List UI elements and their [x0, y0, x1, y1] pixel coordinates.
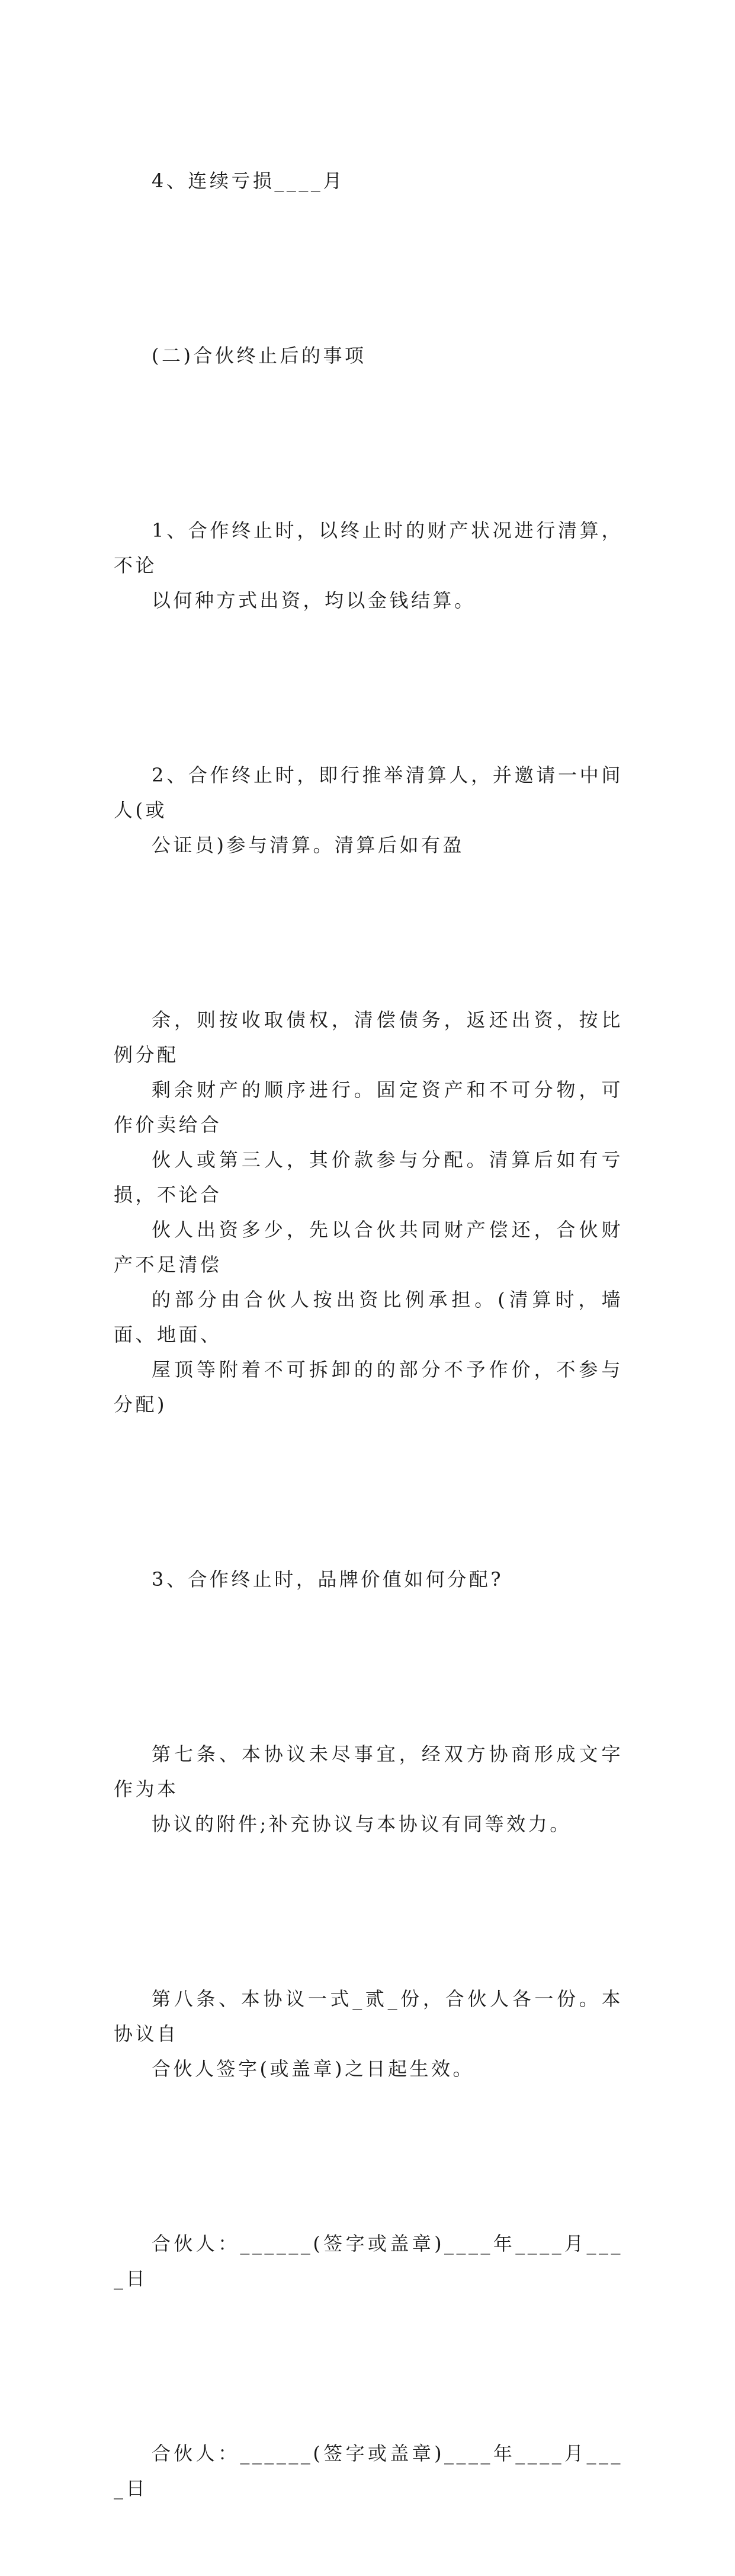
text-line: 合伙人：______(签字或盖章)____年____月____日 [114, 2232, 623, 2290]
text-line: 协议的附件;补充协议与本协议有同等效力。 [152, 1813, 572, 1835]
text-line: (二)合伙终止后的事项 [152, 344, 367, 367]
text-line: 伙人出资多少，先以合伙共同财产偿还，合伙财产不足清偿 [114, 1218, 623, 1276]
text-line: 伙人或第三人，其价款参与分配。清算后如有亏损，不论合 [114, 1148, 623, 1206]
text-line: 2、合作终止时，即行推举清算人，并邀请一中间人(或 [114, 764, 623, 821]
text-line: 合伙人：______(签字或盖章)____年____月____日 [114, 2442, 623, 2500]
text-line: 的部分由合伙人按出资比例承担。(清算时，墙面、地面、 [114, 1288, 623, 1346]
paragraph-article-8 [114, 1912, 623, 2156]
text-line: 公证员)参与清算。清算后如有盈 [152, 834, 464, 856]
section-heading-after-termination [114, 268, 623, 443]
text-line: 余，则按收取债权，清偿债务，返还出资，按比例分配 [114, 1009, 623, 1066]
paragraph-loss-months [114, 94, 623, 268]
signature-line-partner-1 [114, 2156, 623, 2366]
text-line: 3、合作终止时，品牌价值如何分配? [152, 1568, 504, 1591]
text-line: 1、合作终止时，以终止时的财产状况进行清算，不论 [114, 519, 623, 577]
text-line: 第七条、本协议未尽事宜，经双方协商形成文字作为本 [114, 1743, 623, 1800]
paragraph-clause-3 [114, 1492, 623, 1667]
text-line: 第八条、本协议一式_贰_份，合伙人各一份。本协议自 [114, 1988, 623, 2045]
paragraph-article-7 [114, 1667, 623, 1912]
text-line: 4、连续亏损____月 [152, 169, 345, 192]
text-line: 屋顶等附着不可拆卸的的部分不予作价，不参与分配) [114, 1358, 623, 1416]
text-line: 合伙人签字(或盖章)之日起生效。 [152, 2057, 474, 2080]
text-line: 以何种方式出资，均以金钱结算。 [152, 589, 476, 612]
paragraph-clause-1 [114, 443, 623, 688]
signature-line-partner-2 [114, 2366, 623, 2576]
paragraph-clause-2-continued [114, 933, 623, 1492]
paragraph-clause-2 [114, 688, 623, 933]
document-body [114, 94, 623, 2576]
text-line: 剩余财产的顺序进行。固定资产和不可分物，可作价卖给合 [114, 1079, 623, 1136]
